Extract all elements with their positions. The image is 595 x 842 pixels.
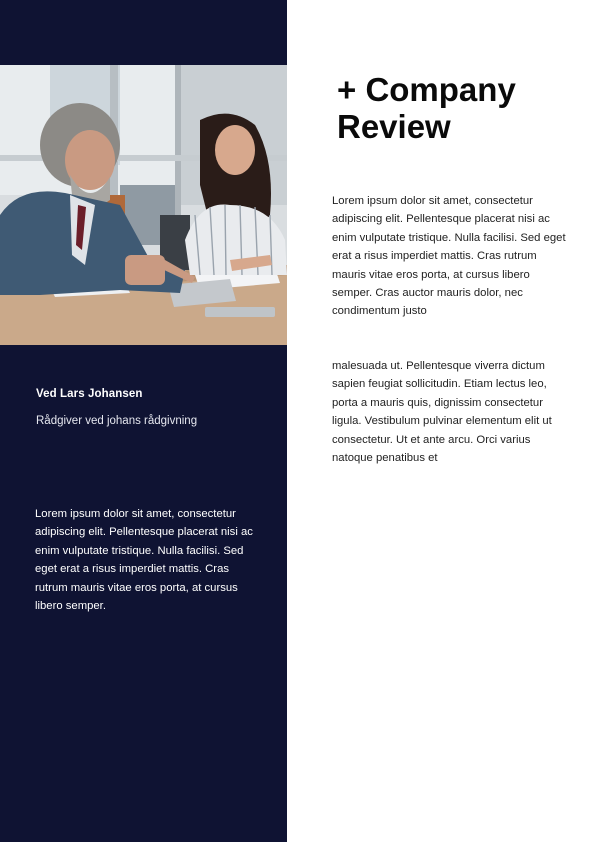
- main-paragraph-2: malesuada ut. Pellentesque viverra dictum sapien feugiat sollicitudin. Etiam lectus leo, porta a mauris quis, dignissim consectetur ligula. Vestibulum pulvinar elementum elit ut consectetur. Ut et ante arcu. Orci varius natoque penatibus et: [332, 360, 552, 465]
- main-paragraph-1: Lorem ipsum dolor sit amet, consectetur adipiscing elit. Pellentesque placerat nisi ac enim vulputate tristique. Nulla facilisi. Sed eget erat a risus imperdiet mattis. Cras rutrum mauris vitae eros porta, at cursus libero semper. Cras auctor mauris dolor, nec condimentum justo: [332, 195, 566, 318]
- sidebar-body-text: Lorem ipsum dolor sit amet, consectetur adipiscing elit. Pellentesque placerat nisi ac enim vulputate tristique. Nulla facilisi. Sed eget erat a risus imperdiet mattis. Cras rutrum mauris vitae eros porta, at cursus libero semper.: [35, 508, 253, 613]
- office-meeting-photo: [0, 65, 287, 345]
- person-role: Rådgiver ved johans rådgivning: [36, 415, 198, 427]
- person-name: Ved Lars Johansen: [36, 388, 143, 400]
- page-title: + Company Review: [337, 71, 516, 145]
